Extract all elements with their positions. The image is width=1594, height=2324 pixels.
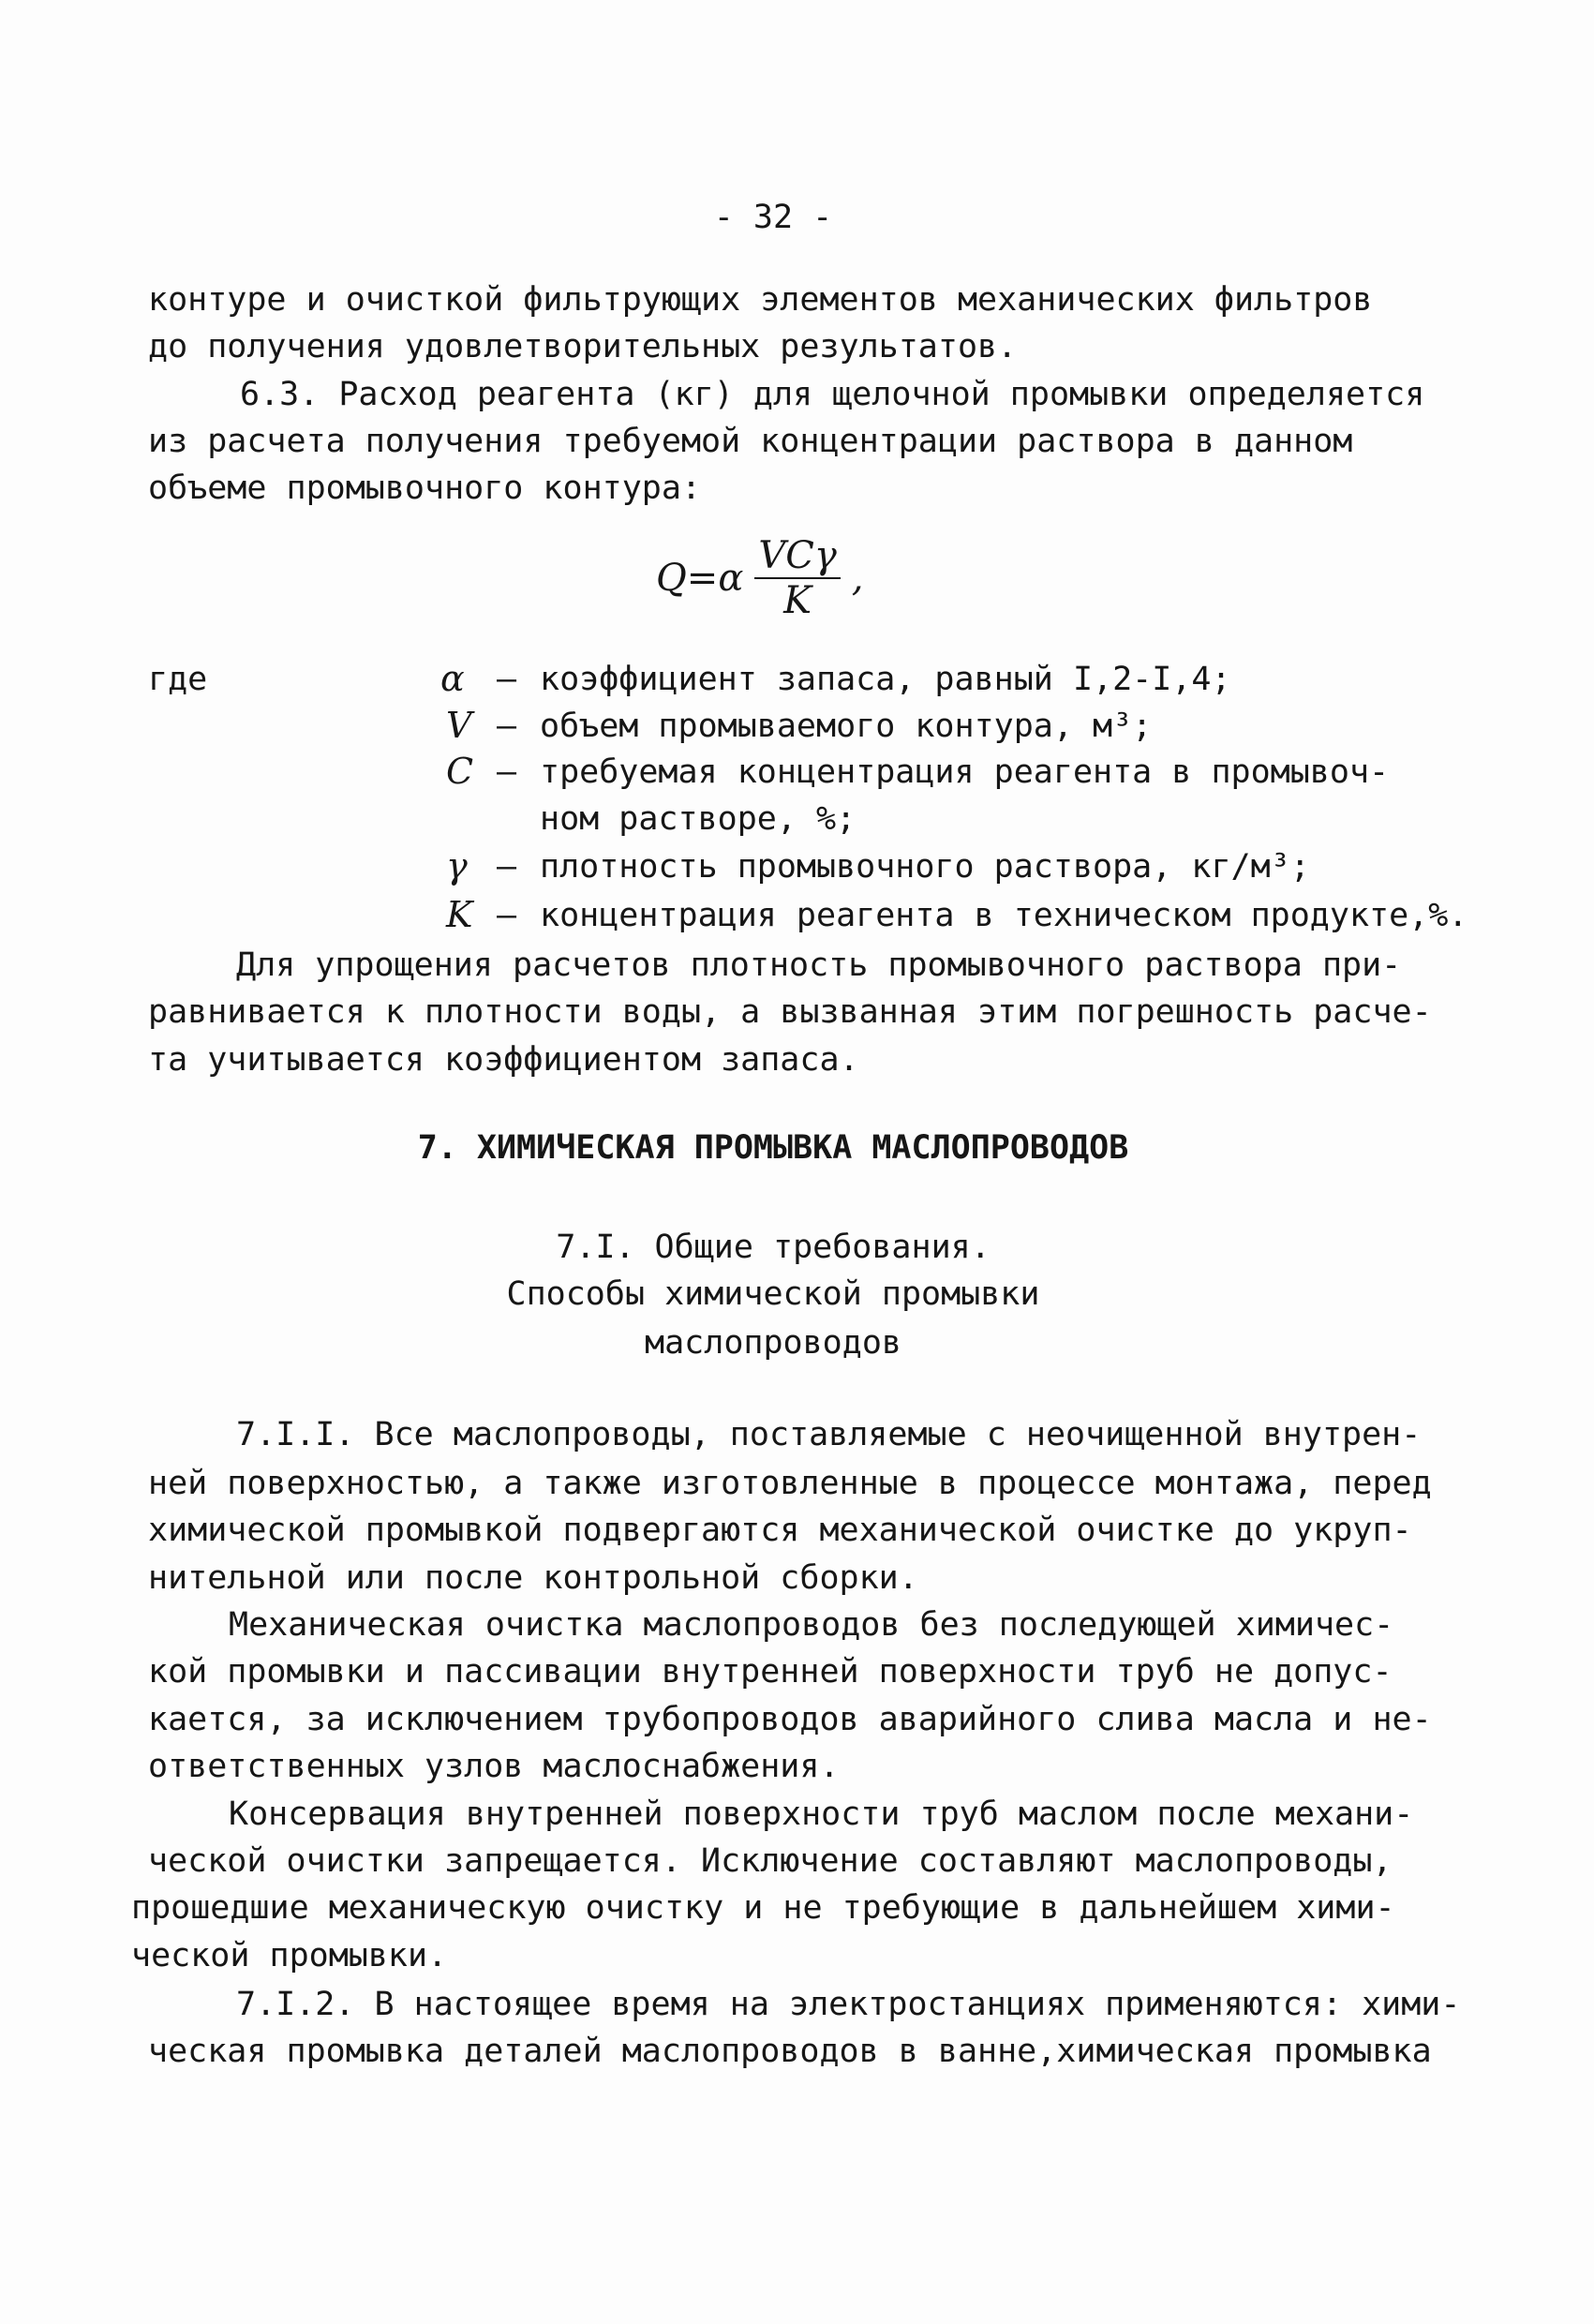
formula-denominator: K bbox=[783, 579, 812, 622]
legend-dash: – bbox=[497, 708, 517, 745]
section-title: 7.I. Общие требования. bbox=[556, 1229, 991, 1266]
text-line: Для упрощения расчетов плотность промывочного раствора при- bbox=[236, 946, 1402, 984]
text-line: ответственных узлов маслоснабжения. bbox=[148, 1748, 840, 1785]
legend-symbol: K bbox=[446, 894, 473, 935]
formula-lhs: Q bbox=[656, 557, 687, 600]
legend-symbol: α bbox=[440, 658, 465, 699]
legend-symbol: γ bbox=[446, 845, 468, 886]
text-line: ческой очистки запрещается. Исключение составляют маслопроводы, bbox=[148, 1842, 1393, 1880]
text-line: равнивается к плотности воды, а вызванная этим погрешность расче- bbox=[148, 993, 1432, 1031]
formula-comma: , bbox=[851, 557, 864, 600]
text-line: химической промывкой подвергаются механической очистке до укруп- bbox=[148, 1512, 1412, 1549]
text-line: кается, за исключением трубопроводов аварийного слива масла и не- bbox=[148, 1701, 1432, 1738]
legend-text: концентрация реагента в техническом продукте,%. bbox=[540, 897, 1468, 934]
legend-text: плотность промывочного раствора, кг/м³; bbox=[540, 848, 1310, 886]
text-line: Консервация внутренней поверхности труб маслом после механи- bbox=[229, 1795, 1414, 1833]
reagent-formula bbox=[656, 529, 863, 627]
legend-dash: – bbox=[497, 848, 517, 886]
text-line: та учитывается коэффициентом запаса. bbox=[148, 1041, 859, 1079]
legend-dash: – bbox=[497, 753, 517, 791]
text-line: контуре и очисткой фильтрующих элементов механических фильтров bbox=[148, 281, 1373, 319]
legend-text: ном растворе, %; bbox=[540, 800, 857, 838]
text-line: ческая промывка деталей маслопроводов в ванне,химическая промывка bbox=[148, 2033, 1432, 2070]
text-line: ней поверхностью, а также изготовленные в процессе монтажа, перед bbox=[148, 1465, 1432, 1502]
legend-symbol: V bbox=[446, 705, 472, 746]
legend-text: коэффициент запаса, равный I,2-I,4; bbox=[540, 661, 1231, 698]
text-line: кой промывки и пассивации внутренней поверхности труб не допус- bbox=[148, 1653, 1393, 1691]
section-title: маслопроводов bbox=[645, 1324, 901, 1362]
text-line: из расчета получения требуемой концентрации раствора в данном bbox=[148, 423, 1353, 460]
page-number: - 32 - bbox=[713, 199, 833, 236]
text-line: нительной или после контрольной сборки. bbox=[148, 1559, 918, 1597]
text-line: объеме промывочного контура: bbox=[148, 469, 702, 507]
chapter-title: 7. ХИМИЧЕСКАЯ ПРОМЫВКА МАСЛОПРОВОДОВ bbox=[417, 1129, 1129, 1167]
text-line: до получения удовлетворительных результатов. bbox=[148, 328, 1018, 365]
text-line: 6.3. Расход реагента (кг) для щелочной промывки определяется bbox=[240, 376, 1425, 413]
text-line: 7.I.2. В настоящее время на электростанциях применяются: хими- bbox=[236, 1986, 1461, 2023]
legend-text: требуемая концентрация реагента в промывоч- bbox=[540, 753, 1390, 791]
formula-equals: = bbox=[686, 557, 719, 600]
legend-dash: – bbox=[497, 661, 517, 698]
legend-text: объем промываемого контура, м³; bbox=[540, 708, 1153, 745]
formula-fraction bbox=[754, 536, 840, 620]
formula-numerator: VCγ bbox=[758, 534, 837, 577]
formula-alpha: α bbox=[718, 557, 744, 600]
legend-dash: – bbox=[497, 897, 517, 934]
text-line: ческой промывки. bbox=[131, 1937, 448, 1974]
text-line: прошедшие механическую очистку и не требующие в дальнейшем хими- bbox=[131, 1889, 1395, 1927]
text-line: Механическая очистка маслопроводов без последующей химичес- bbox=[229, 1606, 1394, 1644]
section-title: Способы химической промывки bbox=[506, 1275, 1040, 1313]
legend-symbol: C bbox=[446, 751, 474, 792]
text-line: 7.I.I. Все маслопроводы, поставляемые с неочищенной внутрен- bbox=[236, 1416, 1422, 1453]
legend-label: где bbox=[148, 661, 208, 698]
